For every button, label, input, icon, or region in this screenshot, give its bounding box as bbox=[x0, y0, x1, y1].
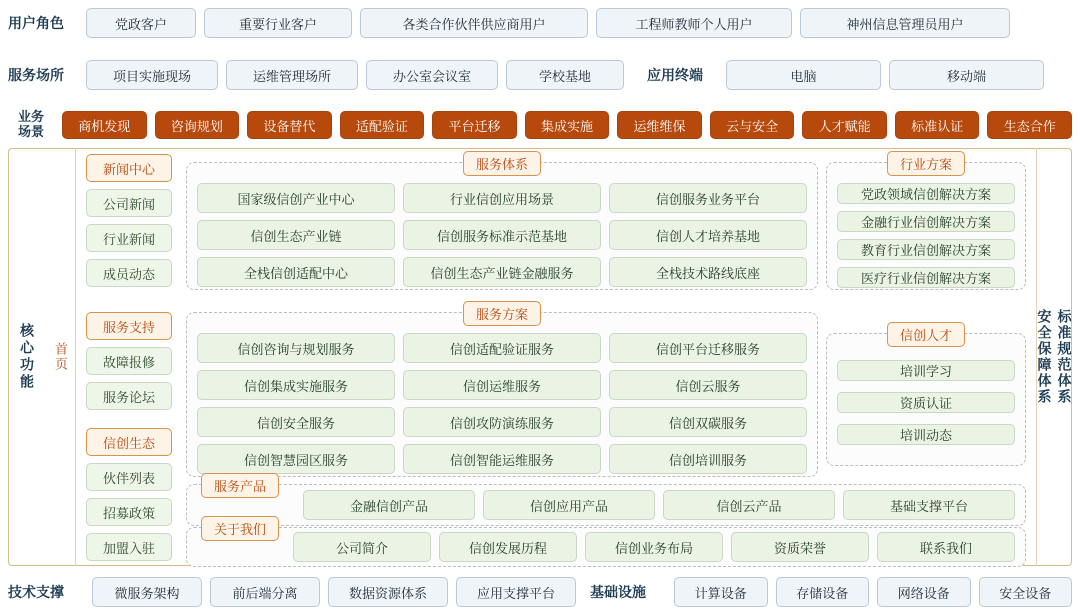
business-scene-label-line1: 业务 bbox=[17, 109, 44, 125]
service-plan-row bbox=[197, 333, 807, 363]
service-plan-cell-2-1[interactable]: 信创攻防演练服务 bbox=[403, 407, 601, 437]
infra-item-1[interactable]: 存储设备 bbox=[776, 577, 870, 607]
talent-panel bbox=[826, 328, 1026, 466]
nav-group-ecology bbox=[86, 428, 172, 568]
role-item-2[interactable]: 各类合作伙伴供应商用户 bbox=[360, 8, 588, 38]
service-plan-cell-0-2[interactable]: 信创平台迁移服务 bbox=[609, 333, 807, 363]
industry-plan-item-1[interactable]: 金融行业信创解决方案 bbox=[837, 211, 1015, 232]
role-item-1[interactable]: 重要行业客户 bbox=[204, 8, 352, 38]
service-place-label: 服务场所 bbox=[8, 66, 64, 83]
service-plan-cell-1-2[interactable]: 信创云服务 bbox=[609, 370, 807, 400]
service-plan-cell-2-2[interactable]: 信创双碳服务 bbox=[609, 407, 807, 437]
terminal-item-1[interactable]: 移动端 bbox=[889, 60, 1044, 90]
core-function-label: 核心功能 bbox=[19, 323, 35, 391]
service-place-row bbox=[8, 58, 1072, 92]
place-item-1[interactable]: 运维管理场所 bbox=[226, 60, 358, 90]
nav-item-member-news[interactable]: 成员动态 bbox=[86, 259, 172, 287]
tech-item-0[interactable]: 微服务架构 bbox=[92, 577, 202, 607]
nav-item-industry-news[interactable]: 行业新闻 bbox=[86, 224, 172, 252]
industry-plan-item-0[interactable]: 党政领域信创解决方案 bbox=[837, 183, 1015, 204]
service-system-cell-2-1[interactable]: 信创生态产业链金融服务 bbox=[403, 257, 601, 287]
service-plan-row bbox=[197, 444, 807, 474]
nav-head-support[interactable]: 服务支持 bbox=[86, 312, 172, 340]
service-system-cell-2-0[interactable]: 全栈信创适配中心 bbox=[197, 257, 395, 287]
service-system-row bbox=[197, 183, 807, 213]
service-system-row bbox=[197, 257, 807, 287]
homepage-tab[interactable]: 首页 bbox=[46, 148, 76, 566]
nav-item-repair[interactable]: 故障报修 bbox=[86, 347, 172, 375]
about-us-item-3[interactable]: 资质荣誉 bbox=[731, 532, 869, 562]
tech-item-1[interactable]: 前后端分离 bbox=[210, 577, 320, 607]
standard-system-label: 标准规范体系 bbox=[1056, 309, 1073, 405]
service-system-cell-0-0[interactable]: 国家级信创产业中心 bbox=[197, 183, 395, 213]
about-us-item-0[interactable]: 公司简介 bbox=[293, 532, 431, 562]
nav-item-forum[interactable]: 服务论坛 bbox=[86, 382, 172, 410]
industry-plan-item-3[interactable]: 医疗行业信创解决方案 bbox=[837, 267, 1015, 288]
app-terminal-label: 应用终端 bbox=[647, 66, 703, 83]
service-plan-cell-0-0[interactable]: 信创咨询与规划服务 bbox=[197, 333, 395, 363]
service-plan-cell-3-1[interactable]: 信创智能运维服务 bbox=[403, 444, 601, 474]
nav-item-recruit-policy[interactable]: 招募政策 bbox=[86, 498, 172, 526]
industry-plan-panel bbox=[826, 157, 1026, 290]
biz-item-9[interactable]: 标准认证 bbox=[895, 111, 980, 139]
service-system-cell-0-1[interactable]: 行业信创应用场景 bbox=[403, 183, 601, 213]
about-us-item-1[interactable]: 信创发展历程 bbox=[439, 532, 577, 562]
about-us-item-2[interactable]: 信创业务布局 bbox=[585, 532, 723, 562]
role-item-3[interactable]: 工程师教师个人用户 bbox=[596, 8, 792, 38]
tech-item-3[interactable]: 应用支撑平台 bbox=[456, 577, 576, 607]
place-item-0[interactable]: 项目实施现场 bbox=[86, 60, 218, 90]
talent-item-2[interactable]: 培训动态 bbox=[837, 424, 1015, 445]
talent-item-0[interactable]: 培训学习 bbox=[837, 360, 1015, 381]
biz-item-5[interactable]: 集成实施 bbox=[525, 111, 610, 139]
biz-item-1[interactable]: 咨询规划 bbox=[155, 111, 240, 139]
terminal-item-0[interactable]: 电脑 bbox=[726, 60, 881, 90]
biz-item-10[interactable]: 生态合作 bbox=[987, 111, 1072, 139]
user-roles-label: 用户角色 bbox=[8, 14, 64, 31]
service-product-item-0[interactable]: 金融信创产品 bbox=[303, 490, 475, 520]
service-plan-cell-2-0[interactable]: 信创安全服务 bbox=[197, 407, 395, 437]
infra-item-2[interactable]: 网络设备 bbox=[877, 577, 971, 607]
talent-item-1[interactable]: 资质认证 bbox=[837, 392, 1015, 413]
biz-item-0[interactable]: 商机发现 bbox=[62, 111, 147, 139]
service-system-cell-1-0[interactable]: 信创生态产业链 bbox=[197, 220, 395, 250]
industry-plan-title: 行业方案 bbox=[887, 151, 965, 176]
tech-item-2[interactable]: 数据资源体系 bbox=[328, 577, 448, 607]
service-plan-cell-0-1[interactable]: 信创适配验证服务 bbox=[403, 333, 601, 363]
business-scene-label-line2: 场景 bbox=[17, 124, 44, 139]
nav-item-join[interactable]: 加盟入驻 bbox=[86, 533, 172, 561]
tech-support-label: 技术支撑 bbox=[8, 583, 64, 600]
service-plan-row bbox=[197, 407, 807, 437]
service-products-panel bbox=[186, 479, 1026, 526]
place-item-3[interactable]: 学校基地 bbox=[506, 60, 624, 90]
security-system-label: 安全保障体系 bbox=[1036, 309, 1053, 405]
nav-head-ecology[interactable]: 信创生态 bbox=[86, 428, 172, 456]
service-products-title: 服务产品 bbox=[201, 473, 279, 498]
service-products-row bbox=[303, 490, 1015, 520]
right-vertical-labels bbox=[1036, 148, 1072, 566]
service-product-item-1[interactable]: 信创应用产品 bbox=[483, 490, 655, 520]
infra-item-3[interactable]: 安全设备 bbox=[979, 577, 1073, 607]
biz-item-3[interactable]: 适配验证 bbox=[340, 111, 425, 139]
service-plan-cell-1-1[interactable]: 信创运维服务 bbox=[403, 370, 601, 400]
infra-item-0[interactable]: 计算设备 bbox=[674, 577, 768, 607]
business-scene-row bbox=[8, 108, 1072, 142]
role-item-4[interactable]: 神州信息管理员用户 bbox=[800, 8, 1010, 38]
business-scene-label bbox=[8, 110, 54, 140]
service-system-title: 服务体系 bbox=[463, 151, 541, 176]
service-plan-row bbox=[197, 370, 807, 400]
talent-title: 信创人才 bbox=[887, 322, 965, 347]
biz-item-4[interactable]: 平台迁移 bbox=[432, 111, 517, 139]
nav-item-company-news[interactable]: 公司新闻 bbox=[86, 189, 172, 217]
service-system-cell-1-1[interactable]: 信创服务标准示范基地 bbox=[403, 220, 601, 250]
service-plan-cell-3-0[interactable]: 信创智慧园区服务 bbox=[197, 444, 395, 474]
industry-plan-item-2[interactable]: 教育行业信创解决方案 bbox=[837, 239, 1015, 260]
service-system-cell-1-2[interactable]: 信创人才培养基地 bbox=[609, 220, 807, 250]
about-us-title: 关于我们 bbox=[201, 516, 279, 541]
about-us-item-4[interactable]: 联系我们 bbox=[877, 532, 1015, 562]
service-product-item-2[interactable]: 信创云产品 bbox=[663, 490, 835, 520]
role-item-0[interactable]: 党政客户 bbox=[86, 8, 196, 38]
place-item-2[interactable]: 办公室会议室 bbox=[366, 60, 498, 90]
infrastructure-label: 基础设施 bbox=[590, 583, 646, 600]
biz-item-8[interactable]: 人才赋能 bbox=[802, 111, 887, 139]
about-us-row bbox=[293, 532, 1015, 562]
biz-item-2[interactable]: 设备替代 bbox=[247, 111, 332, 139]
nav-item-partner-list[interactable]: 伙伴列表 bbox=[86, 463, 172, 491]
tech-support-row bbox=[8, 575, 1072, 609]
user-roles-row bbox=[8, 6, 1072, 40]
service-plan-cell-1-0[interactable]: 信创集成实施服务 bbox=[197, 370, 395, 400]
about-us-panel bbox=[186, 522, 1026, 567]
service-system-cell-0-2[interactable]: 信创服务业务平台 bbox=[609, 183, 807, 213]
nav-group-news bbox=[86, 154, 172, 294]
service-plan-title: 服务方案 bbox=[463, 301, 541, 326]
service-system-cell-2-2[interactable]: 全栈技术路线底座 bbox=[609, 257, 807, 287]
service-product-item-3[interactable]: 基础支撑平台 bbox=[843, 490, 1015, 520]
biz-item-6[interactable]: 运维维保 bbox=[617, 111, 702, 139]
service-system-panel bbox=[186, 157, 818, 290]
service-system-row bbox=[197, 220, 807, 250]
service-plan-panel bbox=[186, 307, 818, 477]
nav-group-support bbox=[86, 312, 172, 417]
nav-head-news[interactable]: 新闻中心 bbox=[86, 154, 172, 182]
biz-item-7[interactable]: 云与安全 bbox=[710, 111, 795, 139]
service-plan-cell-3-2[interactable]: 信创培训服务 bbox=[609, 444, 807, 474]
